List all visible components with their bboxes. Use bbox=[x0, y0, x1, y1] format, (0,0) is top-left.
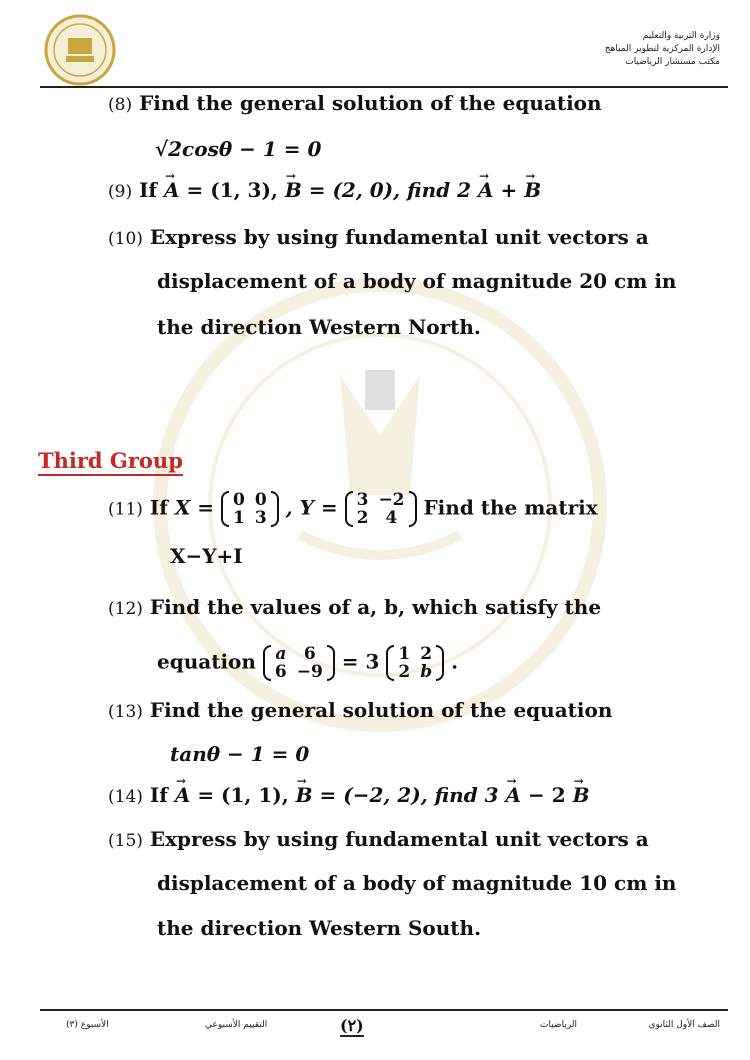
matrix-cell: 3 bbox=[356, 490, 369, 510]
matrix-cell: 3 bbox=[254, 508, 267, 528]
problem-number: (12) bbox=[108, 599, 143, 619]
matrix-y-label: , Y = bbox=[285, 495, 338, 520]
problem-text: Express by using fundamental unit vectors a bbox=[149, 827, 649, 851]
footer-week: الأسبوع (٣) bbox=[66, 1020, 109, 1030]
period: . bbox=[451, 649, 459, 674]
matrix-cell: 4 bbox=[385, 508, 398, 528]
problem-10-line-3: the direction Western North. bbox=[157, 315, 481, 339]
matrix-right bbox=[386, 645, 444, 681]
matrix-cell: 2 bbox=[420, 644, 433, 664]
ministry-line-1: وزارة التربية والتعليم bbox=[642, 31, 720, 41]
matrix-left bbox=[263, 645, 335, 681]
problem-8 bbox=[108, 90, 602, 118]
problem-9 bbox=[108, 177, 541, 205]
ministry-header bbox=[605, 30, 720, 69]
problem-number: (11) bbox=[108, 499, 143, 520]
problem-10 bbox=[108, 224, 649, 252]
problem-text: Express by using fundamental unit vectors a bbox=[149, 225, 649, 249]
matrix-cell: 6 bbox=[303, 644, 316, 664]
matrix-cell: −9 bbox=[296, 662, 323, 682]
vector-b-value: = (−2, 2), find 3 bbox=[319, 783, 499, 807]
problem-12 bbox=[108, 594, 601, 622]
matrix-cell: a bbox=[275, 644, 287, 664]
problem-15-line-3: the direction Western South. bbox=[157, 916, 482, 940]
equation-word: equation bbox=[157, 649, 256, 674]
ministry-line-3: مكتب مستشار الرياضيات bbox=[625, 57, 720, 67]
matrix-cell: 2 bbox=[398, 662, 411, 682]
footer-subject: الرياضيات bbox=[540, 1020, 578, 1030]
header-divider bbox=[40, 86, 728, 88]
vector-a: A → bbox=[478, 177, 494, 203]
footer-divider bbox=[40, 1009, 728, 1011]
vector-b: B → bbox=[285, 177, 302, 203]
vector-a-value: = (1, 1), bbox=[197, 783, 289, 807]
footer-grade: الصف الأول الثانوي bbox=[648, 1020, 720, 1030]
matrix-cell: 0 bbox=[233, 490, 245, 510]
ministry-line-2: الإدارة المركزية لتطوير المناهج bbox=[604, 44, 720, 54]
problem-11 bbox=[108, 491, 598, 527]
vector-b: B → bbox=[524, 177, 541, 203]
matrix-cell: 2 bbox=[356, 508, 369, 528]
matrix-x bbox=[221, 491, 279, 527]
problem-12-line-2 bbox=[157, 645, 458, 681]
problem-number: (14) bbox=[108, 787, 143, 807]
if-word: If bbox=[149, 495, 168, 520]
problem-number: (8) bbox=[108, 95, 133, 115]
problem-text: Find the general solution of the equation bbox=[139, 91, 602, 115]
problem-14 bbox=[108, 782, 590, 810]
matrix-x-label: X = bbox=[174, 495, 215, 520]
problem-text: Find the values of a, b, which satisfy the bbox=[149, 595, 602, 619]
matrix-y bbox=[345, 491, 417, 527]
problem-15-line-2: displacement of a body of magnitude 10 cm in bbox=[157, 871, 677, 895]
problem-13 bbox=[108, 697, 612, 725]
vector-a: A → bbox=[164, 177, 180, 203]
problem-11-line-2: X−Y+I bbox=[170, 544, 243, 568]
plus-sign: + bbox=[500, 178, 518, 202]
matrix-cell: 1 bbox=[398, 644, 411, 664]
ministry-logo bbox=[44, 14, 116, 86]
matrix-cell: 6 bbox=[274, 662, 287, 682]
problem-number: (15) bbox=[108, 831, 143, 851]
equals-three: = 3 bbox=[341, 649, 380, 674]
if-word: If bbox=[139, 178, 158, 202]
problem-10-line-2: displacement of a body of magnitude 20 cm in bbox=[157, 269, 677, 293]
matrix-cell: b bbox=[420, 662, 433, 682]
group-title: Third Group bbox=[38, 448, 183, 476]
equation-8: √2cosθ − 1 = 0 bbox=[155, 137, 322, 161]
vector-a: A → bbox=[175, 782, 191, 808]
problem-text: Find the general solution of the equation bbox=[149, 698, 613, 722]
problem-number: (9) bbox=[108, 182, 133, 202]
problem-text: Find the matrix bbox=[423, 495, 598, 520]
page-number: (٢) bbox=[340, 1016, 364, 1035]
minus-two: − 2 bbox=[528, 783, 566, 807]
footer-assessment: التقييم الأسبوعي bbox=[205, 1020, 268, 1030]
vector-b-value: = (2, 0), find 2 bbox=[308, 178, 471, 202]
if-word: If bbox=[149, 783, 168, 807]
problem-number: (10) bbox=[108, 229, 143, 249]
matrix-cell: −2 bbox=[378, 490, 405, 510]
vector-a-value: = (1, 3), bbox=[186, 178, 278, 202]
vector-b: B → bbox=[296, 782, 313, 808]
vector-a: A → bbox=[506, 782, 522, 808]
matrix-cell: 0 bbox=[254, 490, 267, 510]
problem-15 bbox=[108, 826, 649, 854]
vector-b: B → bbox=[573, 782, 590, 808]
equation-13: tanθ − 1 = 0 bbox=[170, 742, 310, 766]
matrix-cell: 1 bbox=[233, 508, 245, 528]
problem-number: (13) bbox=[108, 702, 143, 722]
